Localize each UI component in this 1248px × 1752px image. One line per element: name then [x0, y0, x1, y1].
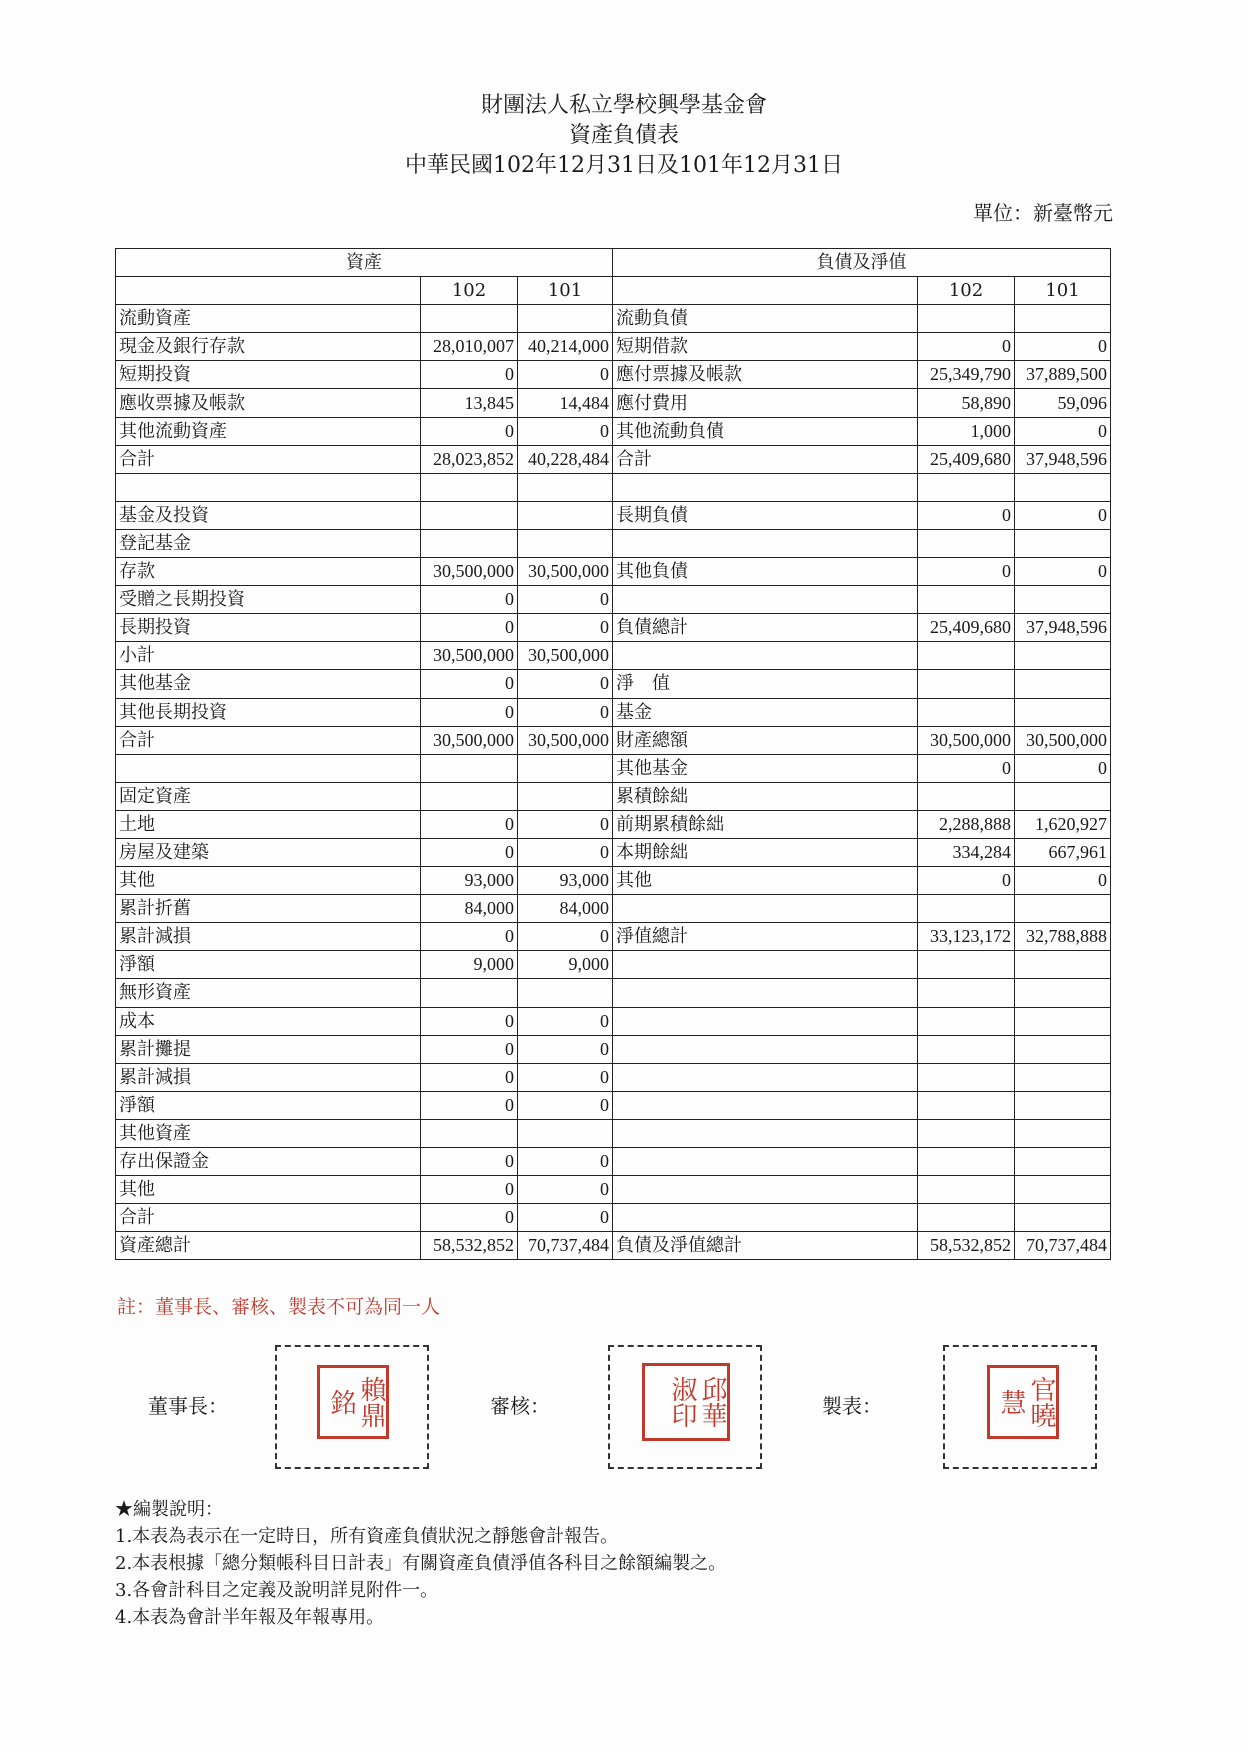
liability-101-cell [1015, 951, 1111, 979]
liability-101-cell [1015, 642, 1111, 670]
liability-label-cell: 財產總額 [613, 726, 918, 754]
liability-label-cell: 應付票據及帳款 [613, 361, 918, 389]
explain-item: 2.本表根據「總分類帳科目日計表」有關資產負債淨值各科目之餘額編製之。 [115, 1553, 727, 1574]
asset-label-cell: 累計減損 [116, 1063, 421, 1091]
asset-label-cell: 受贈之長期投資 [116, 586, 421, 614]
table-header-row [116, 249, 1111, 277]
liability-label-cell [613, 951, 918, 979]
liability-102-cell [918, 1148, 1015, 1176]
liability-label-cell [613, 895, 918, 923]
liability-102-cell [918, 642, 1015, 670]
year-101-left: 101 [518, 277, 613, 305]
table-row [116, 614, 1111, 642]
liability-101-cell [1015, 305, 1111, 333]
liability-102-cell: 25,349,790 [918, 361, 1015, 389]
table-row [116, 529, 1111, 557]
liability-101-cell: 37,948,596 [1015, 614, 1111, 642]
asset-102-cell: 0 [421, 1063, 518, 1091]
balance-sheet-table [115, 248, 1111, 1260]
asset-101-cell [518, 979, 613, 1007]
asset-102-cell: 0 [421, 614, 518, 642]
asset-102-cell [421, 501, 518, 529]
asset-102-cell: 30,500,000 [421, 642, 518, 670]
asset-101-cell: 0 [518, 1204, 613, 1232]
asset-101-cell [518, 754, 613, 782]
liability-102-cell [918, 782, 1015, 810]
liability-101-cell [1015, 1176, 1111, 1204]
table-row [116, 445, 1111, 473]
liability-label-cell: 負債總計 [613, 614, 918, 642]
asset-label-cell: 流動資產 [116, 305, 421, 333]
table-row [116, 867, 1111, 895]
unit-label: 單位：新臺幣元 [973, 201, 1113, 225]
asset-101-cell [518, 473, 613, 501]
asset-label-cell: 其他基金 [116, 670, 421, 698]
asset-label-cell: 基金及投資 [116, 501, 421, 529]
blank-cell [116, 277, 421, 305]
liability-101-cell [1015, 1063, 1111, 1091]
liability-102-cell: 25,409,680 [918, 445, 1015, 473]
asset-102-cell [421, 473, 518, 501]
table-row [116, 642, 1111, 670]
asset-label-cell: 短期投資 [116, 361, 421, 389]
asset-label-cell: 合計 [116, 726, 421, 754]
liability-102-cell: 0 [918, 867, 1015, 895]
asset-101-cell [518, 501, 613, 529]
asset-102-cell: 0 [421, 586, 518, 614]
asset-102-cell: 0 [421, 1007, 518, 1035]
liability-102-cell: 0 [918, 754, 1015, 782]
asset-102-cell: 93,000 [421, 867, 518, 895]
explain-title: ★編製說明： [115, 1499, 223, 1520]
liability-102-cell [918, 951, 1015, 979]
liability-label-cell [613, 1119, 918, 1147]
asset-101-cell [518, 1119, 613, 1147]
liability-label-cell: 合計 [613, 445, 918, 473]
asset-label-cell: 現金及銀行存款 [116, 333, 421, 361]
liability-101-cell: 70,737,484 [1015, 1232, 1111, 1260]
liability-101-cell: 59,096 [1015, 389, 1111, 417]
liability-102-cell [918, 586, 1015, 614]
prepare-signature-box [943, 1345, 1097, 1469]
liability-label-cell [613, 586, 918, 614]
asset-101-cell: 0 [518, 417, 613, 445]
liability-102-cell: 33,123,172 [918, 923, 1015, 951]
asset-102-cell: 0 [421, 361, 518, 389]
blank-cell [613, 277, 918, 305]
asset-101-cell [518, 529, 613, 557]
asset-102-cell [421, 782, 518, 810]
liability-101-cell: 0 [1015, 333, 1111, 361]
asset-101-cell: 0 [518, 1091, 613, 1119]
table-row [116, 1204, 1111, 1232]
liability-101-cell: 0 [1015, 501, 1111, 529]
liability-102-cell: 25,409,680 [918, 614, 1015, 642]
liability-102-cell: 1,000 [918, 417, 1015, 445]
asset-102-cell: 0 [421, 1204, 518, 1232]
liability-102-cell: 58,532,852 [918, 1232, 1015, 1260]
liability-label-cell: 淨值總計 [613, 923, 918, 951]
liability-label-cell: 其他流動負債 [613, 417, 918, 445]
liability-label-cell [613, 1148, 918, 1176]
prepare-seal: 官曉慧 [987, 1365, 1059, 1439]
asset-101-cell: 0 [518, 670, 613, 698]
liability-101-cell [1015, 895, 1111, 923]
year-101-right: 101 [1015, 277, 1111, 305]
liability-102-cell: 58,890 [918, 389, 1015, 417]
asset-102-cell: 30,500,000 [421, 558, 518, 586]
liability-102-cell [918, 1204, 1015, 1232]
asset-102-cell: 0 [421, 923, 518, 951]
asset-101-cell: 93,000 [518, 867, 613, 895]
liability-label-cell [613, 1204, 918, 1232]
asset-label-cell: 累計攤提 [116, 1035, 421, 1063]
liability-101-cell [1015, 586, 1111, 614]
asset-label-cell: 成本 [116, 1007, 421, 1035]
asset-label-cell: 其他長期投資 [116, 698, 421, 726]
chair-label: 董事長： [148, 1394, 228, 1418]
asset-101-cell: 0 [518, 838, 613, 866]
asset-102-cell: 0 [421, 810, 518, 838]
table-row [116, 1148, 1111, 1176]
liability-102-cell: 2,288,888 [918, 810, 1015, 838]
liability-101-cell [1015, 979, 1111, 1007]
liability-label-cell [613, 1007, 918, 1035]
liability-102-cell [918, 979, 1015, 1007]
asset-102-cell [421, 754, 518, 782]
liability-101-cell: 0 [1015, 754, 1111, 782]
explain-item: 1.本表為表示在一定時日，所有資產負債狀況之靜態會計報告。 [115, 1526, 619, 1547]
asset-101-cell: 0 [518, 586, 613, 614]
liability-label-cell: 流動負債 [613, 305, 918, 333]
chair-seal: 賴鼎銘 [317, 1365, 389, 1439]
table-row [116, 782, 1111, 810]
asset-102-cell: 9,000 [421, 951, 518, 979]
asset-label-cell: 淨額 [116, 951, 421, 979]
asset-102-cell: 28,023,852 [421, 445, 518, 473]
liability-102-cell [918, 1063, 1015, 1091]
asset-label-cell: 登記基金 [116, 529, 421, 557]
asset-label-cell [116, 473, 421, 501]
asset-102-cell: 0 [421, 838, 518, 866]
liability-102-cell [918, 529, 1015, 557]
table-row [116, 501, 1111, 529]
asset-101-cell [518, 305, 613, 333]
liability-101-cell: 1,620,927 [1015, 810, 1111, 838]
year-102-left: 102 [421, 277, 518, 305]
asset-101-cell: 0 [518, 1176, 613, 1204]
liability-label-cell: 基金 [613, 698, 918, 726]
liability-102-cell [918, 1007, 1015, 1035]
asset-101-cell: 0 [518, 1035, 613, 1063]
liability-101-cell: 0 [1015, 867, 1111, 895]
liability-101-cell: 37,948,596 [1015, 445, 1111, 473]
asset-101-cell: 0 [518, 1007, 613, 1035]
liability-label-cell [613, 1063, 918, 1091]
liability-102-cell [918, 305, 1015, 333]
date-line: 中華民國102年12月31日及101年12月31日 [405, 153, 843, 178]
asset-102-cell: 58,532,852 [421, 1232, 518, 1260]
note-text: 註：董事長、審核、製表不可為同一人 [117, 1296, 441, 1318]
liability-label-cell: 累積餘絀 [613, 782, 918, 810]
asset-101-cell: 0 [518, 1063, 613, 1091]
asset-101-cell: 84,000 [518, 895, 613, 923]
asset-102-cell: 0 [421, 1035, 518, 1063]
liability-101-cell: 32,788,888 [1015, 923, 1111, 951]
liability-101-cell: 30,500,000 [1015, 726, 1111, 754]
assets-header: 資產 [116, 249, 613, 277]
chair-signature-box [275, 1345, 429, 1469]
table-row [116, 1176, 1111, 1204]
asset-101-cell: 30,500,000 [518, 558, 613, 586]
liability-label-cell [613, 529, 918, 557]
org-name: 財團法人私立學校興學基金會 [480, 93, 767, 118]
liability-label-cell: 負債及淨值總計 [613, 1232, 918, 1260]
asset-101-cell: 0 [518, 361, 613, 389]
liability-102-cell [918, 473, 1015, 501]
liability-102-cell [918, 698, 1015, 726]
liability-102-cell: 0 [918, 558, 1015, 586]
table-row [116, 389, 1111, 417]
table-row [116, 951, 1111, 979]
liability-101-cell [1015, 1148, 1111, 1176]
table-row [116, 1119, 1111, 1147]
table-row [116, 1063, 1111, 1091]
asset-label-cell: 小計 [116, 642, 421, 670]
asset-label-cell: 房屋及建築 [116, 838, 421, 866]
liability-101-cell [1015, 782, 1111, 810]
table-row [116, 1035, 1111, 1063]
liability-102-cell [918, 1119, 1015, 1147]
liability-102-cell [918, 895, 1015, 923]
asset-102-cell: 0 [421, 698, 518, 726]
liability-102-cell: 30,500,000 [918, 726, 1015, 754]
asset-label-cell: 其他資產 [116, 1119, 421, 1147]
table-row [116, 1007, 1111, 1035]
liability-102-cell [918, 1176, 1015, 1204]
asset-label-cell: 存款 [116, 558, 421, 586]
liability-102-cell [918, 1035, 1015, 1063]
table-row [116, 361, 1111, 389]
liability-label-cell: 其他負債 [613, 558, 918, 586]
liability-label-cell: 前期累積餘絀 [613, 810, 918, 838]
liability-label-cell: 長期負債 [613, 501, 918, 529]
asset-label-cell: 合計 [116, 445, 421, 473]
asset-102-cell: 0 [421, 1091, 518, 1119]
asset-102-cell: 13,845 [421, 389, 518, 417]
liability-101-cell [1015, 1091, 1111, 1119]
table-row [116, 979, 1111, 1007]
asset-label-cell: 無形資產 [116, 979, 421, 1007]
asset-102-cell [421, 529, 518, 557]
year-header-row [116, 277, 1111, 305]
asset-101-cell: 0 [518, 614, 613, 642]
liability-101-cell [1015, 1007, 1111, 1035]
liability-102-cell: 0 [918, 333, 1015, 361]
asset-label-cell: 合計 [116, 1204, 421, 1232]
table-row [116, 895, 1111, 923]
liability-label-cell: 應付費用 [613, 389, 918, 417]
table-row [116, 305, 1111, 333]
liability-101-cell [1015, 670, 1111, 698]
asset-101-cell: 9,000 [518, 951, 613, 979]
liability-label-cell [613, 1091, 918, 1119]
liability-101-cell [1015, 473, 1111, 501]
liability-102-cell [918, 1091, 1015, 1119]
asset-101-cell [518, 782, 613, 810]
liability-101-cell [1015, 698, 1111, 726]
table-row [116, 670, 1111, 698]
asset-101-cell: 14,484 [518, 389, 613, 417]
asset-102-cell: 0 [421, 417, 518, 445]
asset-label-cell: 固定資產 [116, 782, 421, 810]
asset-label-cell: 應收票據及帳款 [116, 389, 421, 417]
table-row [116, 923, 1111, 951]
table-row [116, 586, 1111, 614]
asset-102-cell: 30,500,000 [421, 726, 518, 754]
liability-101-cell: 0 [1015, 558, 1111, 586]
asset-101-cell: 70,737,484 [518, 1232, 613, 1260]
liability-label-cell: 本期餘絀 [613, 838, 918, 866]
liability-label-cell [613, 979, 918, 1007]
prepare-label: 製表： [822, 1394, 882, 1418]
asset-101-cell: 0 [518, 923, 613, 951]
asset-101-cell: 0 [518, 810, 613, 838]
asset-102-cell: 0 [421, 1176, 518, 1204]
liability-label-cell: 短期借款 [613, 333, 918, 361]
asset-label-cell [116, 754, 421, 782]
review-signature-box [608, 1345, 762, 1469]
table-row [116, 726, 1111, 754]
liability-label-cell [613, 473, 918, 501]
table-row [116, 698, 1111, 726]
liability-label-cell [613, 1035, 918, 1063]
asset-label-cell: 土地 [116, 810, 421, 838]
asset-101-cell: 40,228,484 [518, 445, 613, 473]
asset-101-cell: 0 [518, 698, 613, 726]
liability-101-cell [1015, 529, 1111, 557]
liability-102-cell [918, 670, 1015, 698]
asset-label-cell: 存出保證金 [116, 1148, 421, 1176]
asset-label-cell: 長期投資 [116, 614, 421, 642]
table-row [116, 1091, 1111, 1119]
asset-label-cell: 累計折舊 [116, 895, 421, 923]
table-row [116, 473, 1111, 501]
asset-101-cell: 30,500,000 [518, 726, 613, 754]
asset-label-cell: 其他 [116, 1176, 421, 1204]
table-row [116, 754, 1111, 782]
asset-label-cell: 其他 [116, 867, 421, 895]
liability-101-cell [1015, 1119, 1111, 1147]
table-row [116, 838, 1111, 866]
table-row [116, 558, 1111, 586]
liability-101-cell: 667,961 [1015, 838, 1111, 866]
liability-101-cell: 0 [1015, 417, 1111, 445]
liability-label-cell: 其他基金 [613, 754, 918, 782]
asset-101-cell: 40,214,000 [518, 333, 613, 361]
asset-label-cell: 其他流動資產 [116, 417, 421, 445]
liability-102-cell: 334,284 [918, 838, 1015, 866]
asset-102-cell: 28,010,007 [421, 333, 518, 361]
table-row [116, 417, 1111, 445]
liability-101-cell [1015, 1035, 1111, 1063]
asset-102-cell [421, 305, 518, 333]
asset-101-cell: 30,500,000 [518, 642, 613, 670]
doc-title: 資產負債表 [568, 123, 679, 148]
review-seal: 邱華淑印 [642, 1363, 730, 1441]
review-label: 審核： [490, 1394, 550, 1418]
asset-label-cell: 淨額 [116, 1091, 421, 1119]
table-row [116, 810, 1111, 838]
asset-102-cell: 84,000 [421, 895, 518, 923]
year-102-right: 102 [918, 277, 1015, 305]
asset-102-cell: 0 [421, 670, 518, 698]
liability-101-cell: 37,889,500 [1015, 361, 1111, 389]
liability-label-cell: 淨 值 [613, 670, 918, 698]
asset-102-cell [421, 979, 518, 1007]
table-row [116, 1232, 1111, 1260]
liability-label-cell [613, 642, 918, 670]
asset-102-cell [421, 1119, 518, 1147]
asset-label-cell: 累計減損 [116, 923, 421, 951]
table-row [116, 333, 1111, 361]
asset-label-cell: 資產總計 [116, 1232, 421, 1260]
explain-item: 3.各會計科目之定義及說明詳見附件一。 [115, 1580, 439, 1601]
liability-label-cell [613, 1176, 918, 1204]
asset-101-cell: 0 [518, 1148, 613, 1176]
liability-101-cell [1015, 1204, 1111, 1232]
liabilities-header: 負債及淨值 [613, 249, 1111, 277]
liability-102-cell: 0 [918, 501, 1015, 529]
liability-label-cell: 其他 [613, 867, 918, 895]
asset-102-cell: 0 [421, 1148, 518, 1176]
explain-item: 4.本表為會計半年報及年報專用。 [115, 1607, 385, 1628]
